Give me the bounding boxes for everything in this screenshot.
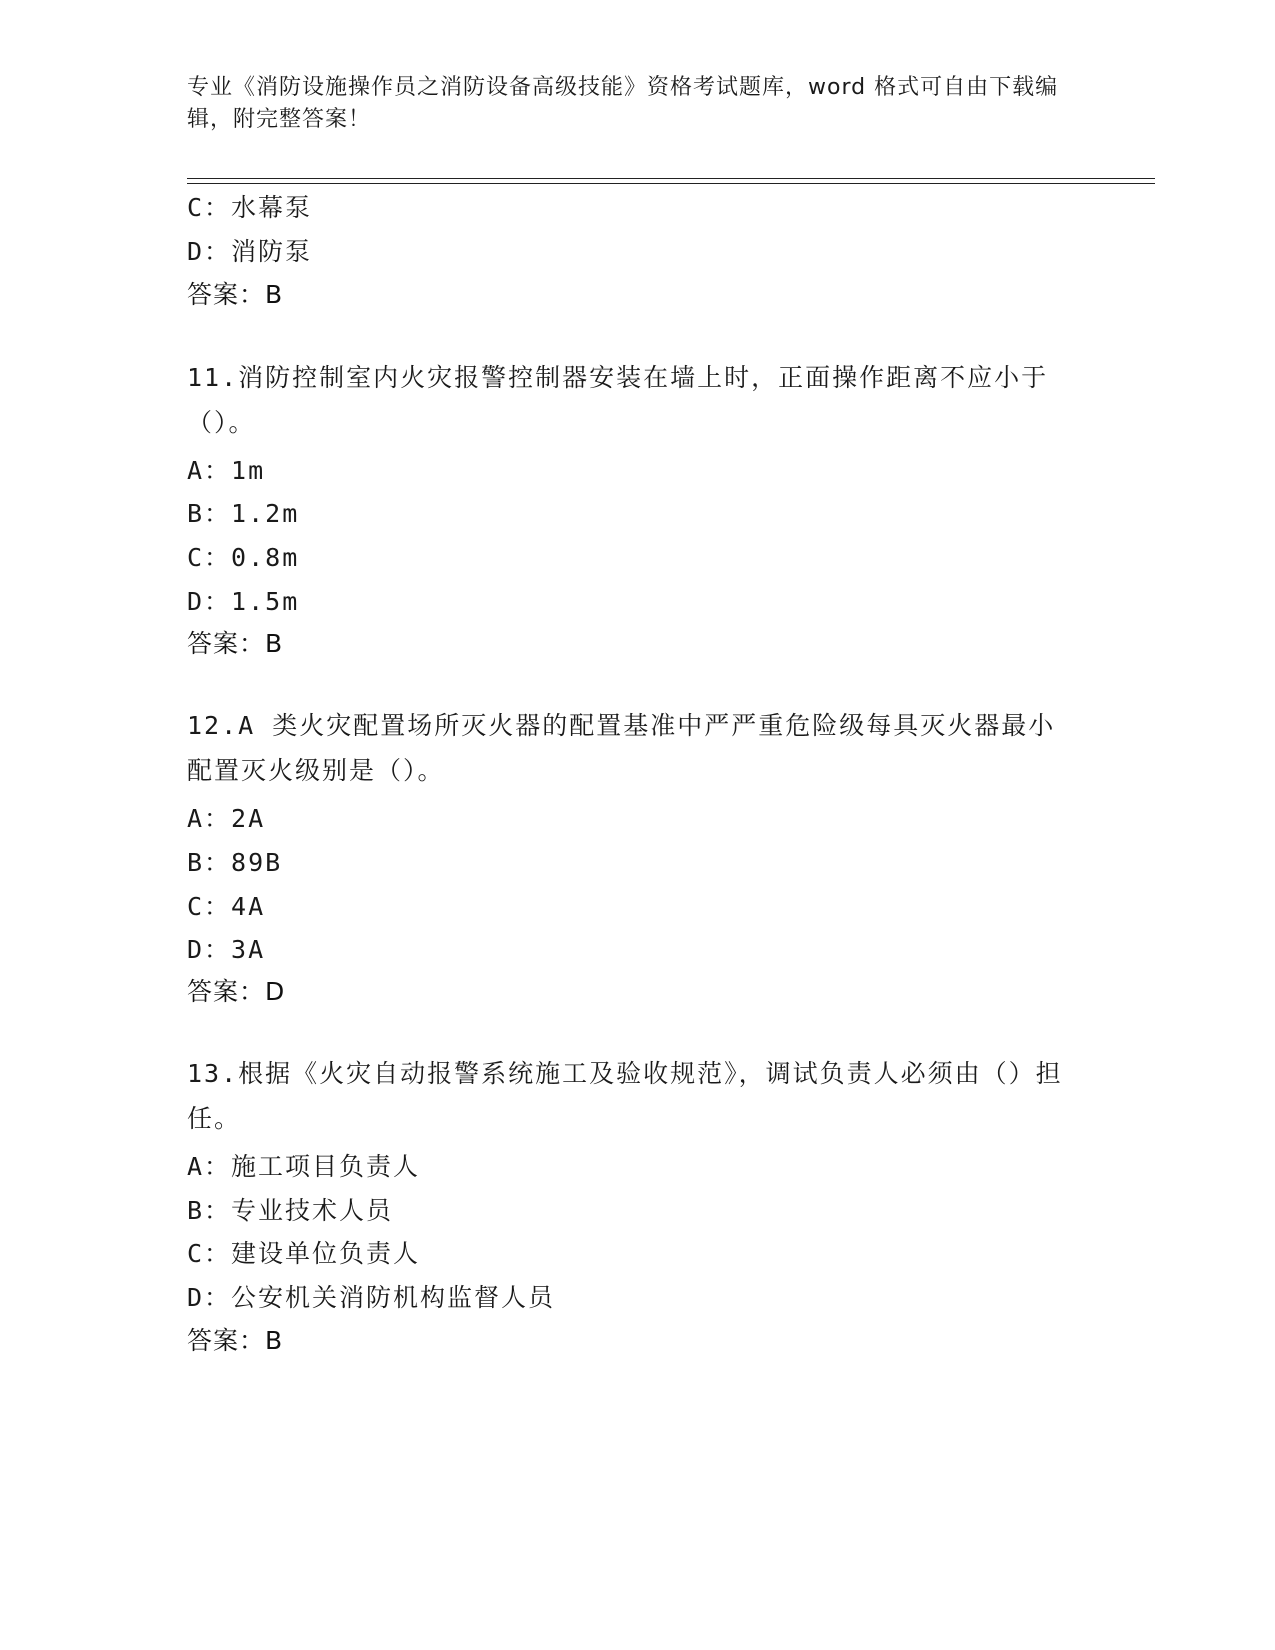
header-rule-top bbox=[187, 178, 1155, 179]
question-13-option-a: A：施工项目负责人 bbox=[187, 1152, 421, 1181]
question-12-option-b: B：89B bbox=[187, 848, 283, 877]
question-13-option-c: C：建设单位负责人 bbox=[187, 1239, 421, 1268]
question-11-option-c: C：0.8m bbox=[187, 543, 300, 572]
question-11-option-d: D：1.5m bbox=[187, 587, 300, 616]
header-rule-bottom bbox=[187, 183, 1155, 184]
question-11-option-b: B：1.2m bbox=[187, 499, 300, 528]
question-13-option-d: D：公安机关消防机构监督人员 bbox=[187, 1283, 556, 1312]
answer-line: 答案：B bbox=[187, 280, 284, 309]
question-12-text: 12.A 类火灾配置场所灭火器的配置基准中严严重危险级每具灭火器最小配置灭火级别是（）。 bbox=[187, 711, 1056, 785]
option-d: D：消防泵 bbox=[187, 237, 313, 266]
question-12-option-c: C：4A bbox=[187, 892, 266, 921]
question-12-option-a: A：2A bbox=[187, 804, 266, 833]
question-11-answer: 答案：B bbox=[187, 629, 284, 658]
question-13-option-b: B：专业技术人员 bbox=[187, 1196, 394, 1225]
question-12-option-d: D：3A bbox=[187, 935, 266, 964]
document-header: 专业《消防设施操作员之消防设备高级技能》资格考试题库，word 格式可自由下载编辑，附完整答案！ bbox=[187, 75, 1059, 132]
question-13-text: 13.根据《火灾自动报警系统施工及验收规范》，调试负责人必须由（）担任。 bbox=[187, 1059, 1063, 1133]
question-13-answer: 答案：B bbox=[187, 1326, 284, 1355]
question-11-text: 11.消防控制室内火灾报警控制器安装在墙上时，正面操作距离不应小于（）。 bbox=[187, 363, 1049, 437]
question-12-answer: 答案：D bbox=[187, 977, 286, 1006]
question-11-option-a: A：1m bbox=[187, 456, 266, 485]
option-c: C：水幕泵 bbox=[187, 193, 313, 222]
